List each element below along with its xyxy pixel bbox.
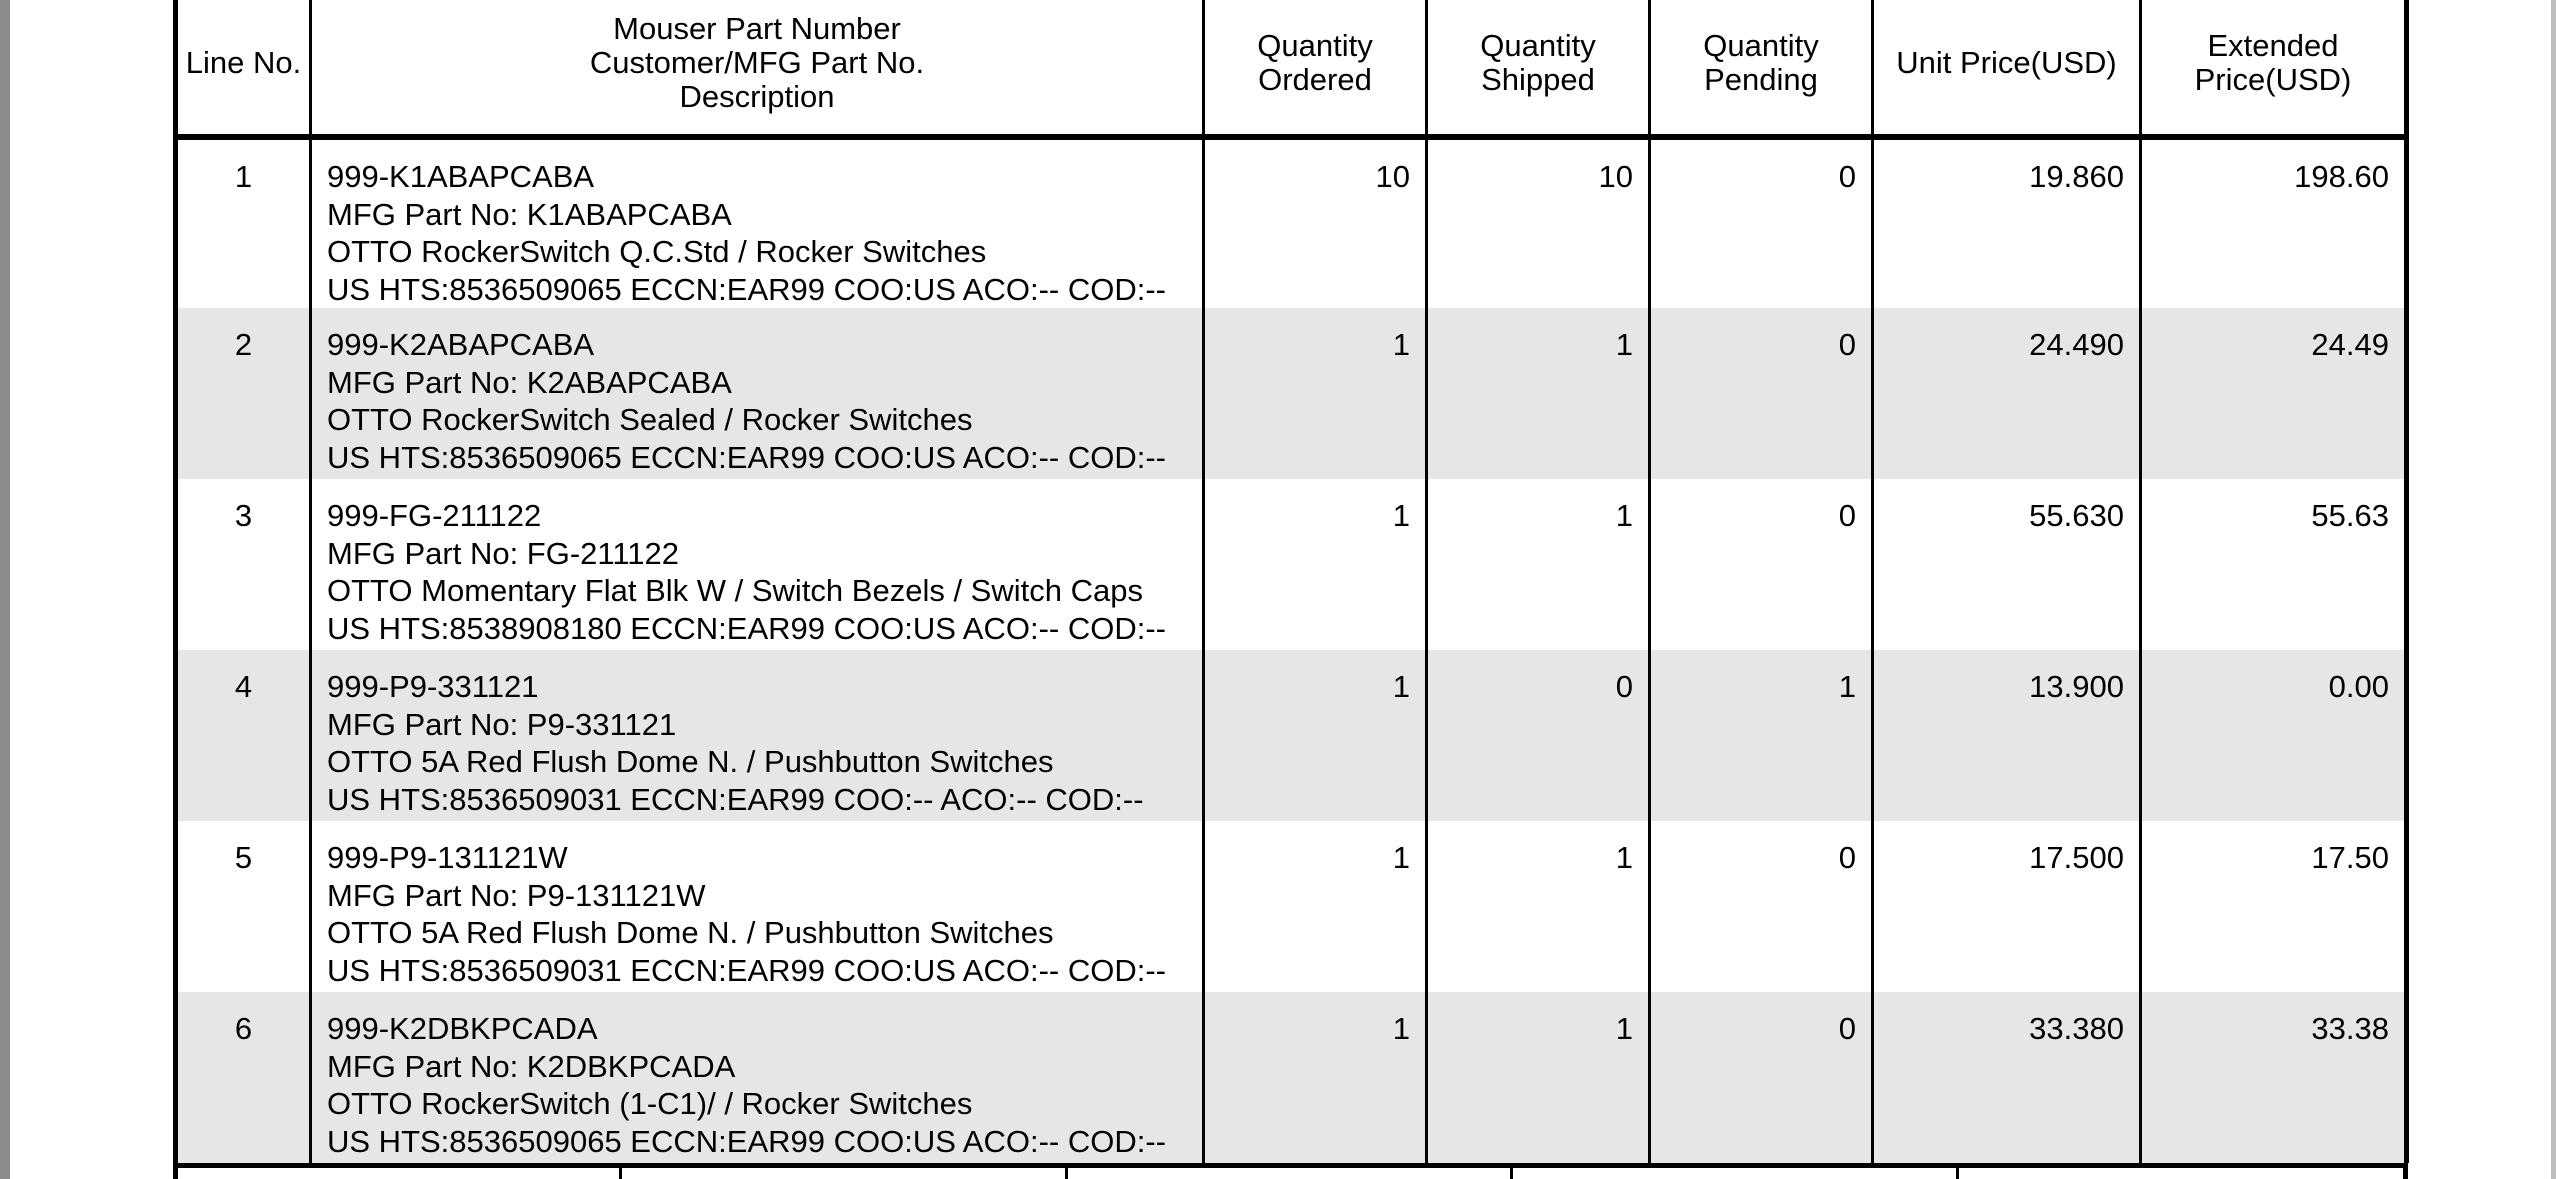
- qty-pending-cell: 0: [1650, 308, 1873, 479]
- qty-shipped-cell: 1: [1427, 479, 1650, 650]
- mfg-part-number: MFG Part No: FG-211122: [327, 535, 680, 571]
- part-description-cell: [311, 479, 1204, 650]
- header-qty-pending: [1650, 0, 1873, 137]
- part-description-cell: [311, 992, 1204, 1163]
- unit-price-cell: 24.490: [1873, 308, 2141, 479]
- part-description: OTTO Momentary Flat Blk W / Switch Bezels / Switch Caps: [327, 573, 1143, 608]
- header-part-line-3: Description: [679, 79, 835, 114]
- unit-price-cell: 17.500: [1873, 821, 2141, 992]
- part-description-cell: [311, 308, 1204, 479]
- totals-table-top-edge: [173, 1163, 2408, 1179]
- part-description: OTTO RockerSwitch Q.C.Std / Rocker Switches: [327, 234, 987, 269]
- part-description-cell: [311, 650, 1204, 821]
- line-number-cell: 2: [176, 308, 311, 479]
- trade-compliance-info: US HTS:8538908180 ECCN:EAR99 COO:US ACO:-- COD:--: [327, 610, 1166, 646]
- mouser-part-number: 999-FG-211122: [327, 498, 542, 533]
- extended-price-cell: 17.50: [2141, 821, 2407, 992]
- qty-shipped-cell: 1: [1427, 308, 1650, 479]
- table-header-row: [176, 0, 2407, 137]
- part-description-cell: [311, 821, 1204, 992]
- line-number-cell: 3: [176, 479, 311, 650]
- viewer-left-edge: [0, 0, 10, 1179]
- trade-compliance-info: US HTS:8536509031 ECCN:EAR99 COO:-- ACO:-- COD:--: [327, 781, 1144, 817]
- qty-ordered-cell: 1: [1204, 479, 1427, 650]
- qty-shipped-cell: 1: [1427, 821, 1650, 992]
- table-row: [176, 992, 2407, 1163]
- mouser-part-number: 999-P9-131121W: [327, 840, 568, 875]
- mfg-part-number: MFG Part No: P9-331121: [327, 706, 677, 742]
- header-extended-price-line-1: Extended: [2207, 28, 2339, 63]
- qty-ordered-cell: 10: [1204, 137, 1427, 308]
- totals-divider: [1065, 1168, 1068, 1179]
- unit-price-cell: 19.860: [1873, 137, 2141, 308]
- part-description: OTTO 5A Red Flush Dome N. / Pushbutton Switches: [327, 915, 1054, 950]
- table-row: [176, 137, 2407, 308]
- qty-shipped-cell: 10: [1427, 137, 1650, 308]
- qty-pending-cell: 0: [1650, 821, 1873, 992]
- part-description-cell: [311, 137, 1204, 308]
- qty-ordered-cell: 1: [1204, 650, 1427, 821]
- mfg-part-number: MFG Part No: K1ABAPCABA: [327, 196, 732, 232]
- trade-compliance-info: US HTS:8536509065 ECCN:EAR99 COO:US ACO:-- COD:--: [327, 271, 1166, 307]
- header-line-no-text: Line No.: [185, 45, 302, 80]
- qty-ordered-cell: 1: [1204, 992, 1427, 1163]
- extended-price-cell: 55.63: [2141, 479, 2407, 650]
- qty-shipped-cell: 0: [1427, 650, 1650, 821]
- line-number-cell: 5: [176, 821, 311, 992]
- qty-ordered-cell: 1: [1204, 308, 1427, 479]
- mouser-part-number: 999-K2ABAPCABA: [327, 327, 595, 362]
- unit-price-cell: 55.630: [1873, 479, 2141, 650]
- extended-price-cell: 0.00: [2141, 650, 2407, 821]
- header-line-no: [176, 0, 311, 137]
- header-qty-shipped: [1427, 0, 1650, 137]
- totals-divider: [173, 1168, 178, 1179]
- header-unit-price: [1873, 0, 2141, 137]
- line-number-cell: 1: [176, 137, 311, 308]
- header-unit-price-text: Unit Price(USD): [1896, 45, 2117, 80]
- header-qty-shipped-line-2: Shipped: [1481, 62, 1595, 97]
- trade-compliance-info: US HTS:8536509031 ECCN:EAR99 COO:US ACO:-- COD:--: [327, 952, 1166, 988]
- extended-price-cell: 198.60: [2141, 137, 2407, 308]
- extended-price-cell: 24.49: [2141, 308, 2407, 479]
- trade-compliance-info: US HTS:8536509065 ECCN:EAR99 COO:US ACO:-- COD:--: [327, 439, 1166, 475]
- extended-price-cell: 33.38: [2141, 992, 2407, 1163]
- line-number-cell: 6: [176, 992, 311, 1163]
- header-qty-ordered: [1204, 0, 1427, 137]
- header-part-line-1: Mouser Part Number: [613, 11, 901, 46]
- header-extended-price: [2141, 0, 2407, 137]
- header-extended-price-line-2: Price(USD): [2194, 62, 2352, 97]
- totals-divider: [2403, 1168, 2408, 1179]
- qty-pending-cell: 0: [1650, 137, 1873, 308]
- mouser-part-number: 999-K2DBKPCADA: [327, 1011, 598, 1046]
- mfg-part-number: MFG Part No: K2DBKPCADA: [327, 1048, 736, 1084]
- table-row: [176, 479, 2407, 650]
- mouser-part-number: 999-P9-331121: [327, 669, 539, 704]
- unit-price-cell: 33.380: [1873, 992, 2141, 1163]
- totals-divider: [1510, 1168, 1513, 1179]
- part-description: OTTO RockerSwitch Sealed / Rocker Switches: [327, 402, 973, 437]
- table-row: [176, 821, 2407, 992]
- totals-divider: [1956, 1168, 1959, 1179]
- line-number-cell: 4: [176, 650, 311, 821]
- qty-pending-cell: 0: [1650, 992, 1873, 1163]
- totals-divider: [619, 1168, 622, 1179]
- mouser-part-number: 999-K1ABAPCABA: [327, 159, 595, 194]
- document-page: [10, 0, 2551, 1179]
- header-qty-pending-line-1: Quantity: [1703, 28, 1819, 63]
- mfg-part-number: MFG Part No: P9-131121W: [327, 877, 706, 913]
- table-row: [176, 308, 2407, 479]
- table-row: [176, 650, 2407, 821]
- header-part-number: [311, 0, 1204, 137]
- trade-compliance-info: US HTS:8536509065 ECCN:EAR99 COO:US ACO:-- COD:--: [327, 1123, 1166, 1159]
- header-qty-ordered-line-1: Quantity: [1257, 28, 1373, 63]
- qty-pending-cell: 1: [1650, 650, 1873, 821]
- unit-price-cell: 13.900: [1873, 650, 2141, 821]
- header-qty-shipped-line-1: Quantity: [1480, 28, 1596, 63]
- qty-pending-cell: 0: [1650, 479, 1873, 650]
- line-items-table: [173, 0, 2409, 1163]
- viewer-right-edge: [2551, 0, 2556, 1179]
- qty-shipped-cell: 1: [1427, 992, 1650, 1163]
- header-part-line-2: Customer/MFG Part No.: [589, 45, 925, 80]
- part-description: OTTO 5A Red Flush Dome N. / Pushbutton Switches: [327, 744, 1054, 779]
- header-qty-ordered-line-2: Ordered: [1258, 62, 1372, 97]
- part-description: OTTO RockerSwitch (1-C1)/ / Rocker Switches: [327, 1086, 973, 1121]
- qty-ordered-cell: 1: [1204, 821, 1427, 992]
- header-qty-pending-line-2: Pending: [1704, 62, 1818, 97]
- mfg-part-number: MFG Part No: K2ABAPCABA: [327, 364, 732, 400]
